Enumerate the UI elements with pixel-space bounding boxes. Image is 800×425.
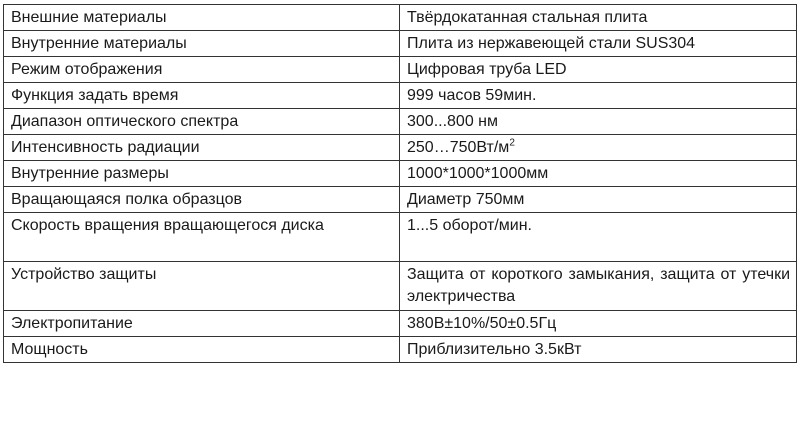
value-cell — [400, 187, 797, 213]
value-cell — [400, 262, 797, 311]
param-label: Мощность — [11, 341, 88, 358]
param-cell — [4, 161, 400, 187]
param-label: Скорость вращения вращающегося диска — [11, 217, 324, 234]
table-row — [4, 109, 797, 135]
param-label: Внутренние материалы — [11, 35, 187, 52]
table-row — [4, 187, 797, 213]
param-value: 999 часов 59мин. — [407, 87, 537, 104]
param-label: Функция задать время — [11, 87, 179, 104]
param-cell — [4, 57, 400, 83]
param-cell — [4, 187, 400, 213]
table-row — [4, 135, 797, 161]
value-cell — [400, 161, 797, 187]
param-cell — [4, 31, 400, 57]
param-value: 1000*1000*1000мм — [407, 165, 549, 182]
param-cell — [4, 213, 400, 262]
param-cell — [4, 262, 400, 311]
unit-superscript: 2 — [509, 137, 515, 149]
table-row — [4, 311, 797, 337]
value-cell — [400, 135, 797, 161]
param-value: 250…750Вт/м — [407, 139, 510, 156]
specification-table — [3, 4, 797, 363]
param-cell — [4, 135, 400, 161]
value-cell — [400, 5, 797, 31]
value-cell — [400, 31, 797, 57]
param-label: Диапазон оптического спектра — [11, 113, 239, 130]
value-cell — [400, 57, 797, 83]
param-label: Вращающаяся полка образцов — [11, 191, 243, 208]
param-value: Твёрдокатанная стальная плита — [407, 9, 648, 26]
param-cell — [4, 337, 400, 363]
table-row — [4, 161, 797, 187]
table-row — [4, 57, 797, 83]
param-value: 380В±10%/50±0.5Гц — [407, 315, 557, 332]
table-row — [4, 5, 797, 31]
param-label: Интенсивность радиации — [11, 139, 200, 156]
param-cell — [4, 83, 400, 109]
value-cell — [400, 109, 797, 135]
param-label: Внутренние размеры — [11, 165, 169, 182]
table-row — [4, 83, 797, 109]
param-value: Приблизительно 3.5кВт — [407, 341, 582, 358]
param-value-with-unit — [407, 135, 790, 159]
param-value: Плита из нержавеющей стали SUS304 — [407, 35, 696, 52]
table-row — [4, 31, 797, 57]
param-label: Внешние материалы — [11, 9, 167, 26]
param-cell — [4, 5, 400, 31]
table-row — [4, 213, 797, 262]
param-value: Защита от короткого замыкания, защита от утечки электричества — [407, 266, 790, 305]
param-cell — [4, 109, 400, 135]
param-label: Режим отображения — [11, 61, 163, 78]
param-cell — [4, 311, 400, 337]
param-value: Цифровая труба LED — [407, 61, 567, 78]
param-label: Электропитание — [11, 315, 133, 332]
value-cell — [400, 337, 797, 363]
value-cell — [400, 311, 797, 337]
param-value: Диаметр 750мм — [407, 191, 525, 208]
param-value: 300...800 нм — [407, 113, 499, 130]
value-cell — [400, 83, 797, 109]
table-row — [4, 337, 797, 363]
param-value: 1...5 оборот/мин. — [407, 217, 532, 234]
param-label: Устройство защиты — [11, 266, 157, 283]
value-cell — [400, 213, 797, 262]
table-row — [4, 262, 797, 311]
